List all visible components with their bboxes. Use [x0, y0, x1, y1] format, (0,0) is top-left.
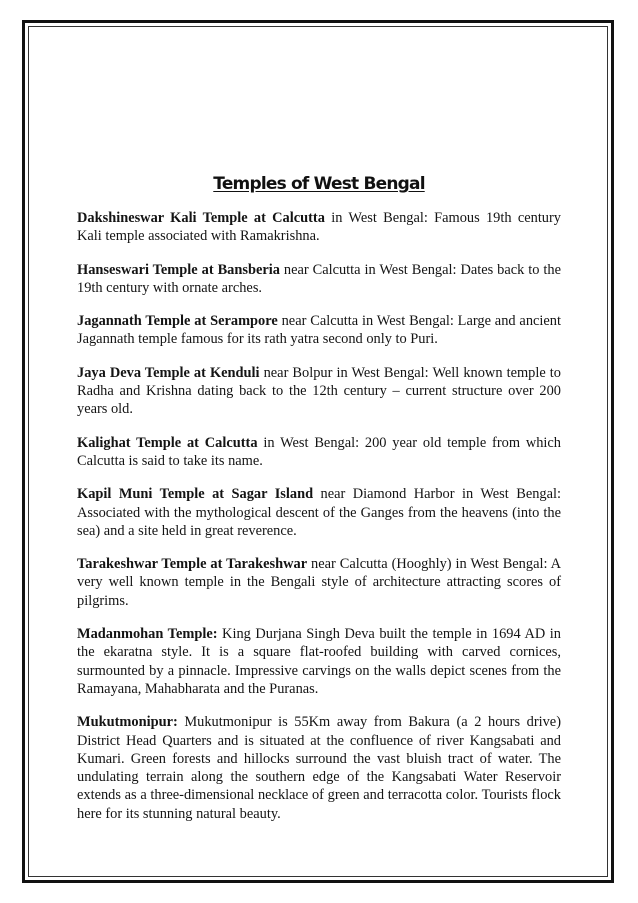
entry-text: near Calcutta in West Bengal: Dates back to the 19th century with ornate arches. — [77, 261, 561, 296]
entry-heading: Tarakeshwar Temple at Tarakeshwar — [77, 556, 308, 573]
entry-text: King Durjana Singh Deva built the temple in 1694 AD in the ekaratna style. It is a square flat-roofed building with carved cornices, surmounted by a pinnacle. Impressive carvings on the walls depict scenes from the Ramayana, Mahabharata and the Puranas. — [77, 626, 561, 697]
entry-heading: Jaya Deva Temple at Kenduli — [77, 364, 260, 381]
entry-heading: Madanmohan Temple: — [77, 626, 218, 643]
entry-mukutmonipur — [77, 713, 561, 823]
entry-text: in West Bengal: Famous 19th century Kali temple associated with Ramakrishna. — [77, 210, 561, 245]
entry-jaya-deva — [77, 364, 561, 419]
entry-text: in West Bengal: 200 year old temple from which Calcutta is said to take its name. — [77, 434, 562, 469]
entry-text: Mukutmonipur is 55Km away from Bakura (a 2 hours drive) District Head Quarters and is situated at the confluence of river Kangsabati and Kumari. Green forests and hillocks surround the vast bluish tract of water. The undulating terrain along the southern edge of the Kangsabati Water Reservoir extends as a three-dimensional necklace of green and terracotta color. Tourists flock here for its stunning natural beauty. — [77, 714, 561, 822]
entry-heading: Mukutmonipur: — [77, 714, 178, 731]
entry-hanseswari — [77, 261, 561, 298]
entry-kalighat — [77, 434, 561, 471]
entry-kapil-muni — [77, 485, 561, 540]
entry-heading: Dakshineswar Kali Temple at Calcutta — [77, 210, 325, 226]
entry-text: near Bolpur in West Bengal: Well known temple to Radha and Krishna dating back to the 12th century – current structure over 200 years old. — [77, 364, 561, 418]
entry-heading: Kalighat Temple at Calcutta — [77, 434, 258, 451]
entry-jagannath — [77, 312, 561, 349]
entry-text: near Calcutta in West Bengal: Large and ancient Jagannath temple famous for its rath yatra second only to Puri. — [77, 313, 561, 348]
entry-heading: Kapil Muni Temple at Sagar Island — [77, 486, 314, 503]
entry-heading: Hanseswari Temple at Bansberia — [77, 261, 280, 278]
entry-madanmohan — [77, 625, 561, 698]
entry-dakshineswar — [77, 209, 561, 246]
page-title: Temples of West Bengal — [213, 174, 425, 194]
document-body — [77, 209, 561, 838]
entry-heading: Jagannath Temple at Serampore — [77, 313, 278, 330]
entry-text: near Calcutta (Hooghly) in West Bengal: A very well known temple in the Bengali style of architecture attracting scores of pilgrims. — [77, 556, 561, 609]
entry-tarakeshwar — [77, 555, 561, 610]
entry-text: near Diamond Harbor in West Bengal: Associated with the mythological descent of the Ganges from the heavens (into the sea) and a site held in great reverence. — [77, 486, 561, 539]
